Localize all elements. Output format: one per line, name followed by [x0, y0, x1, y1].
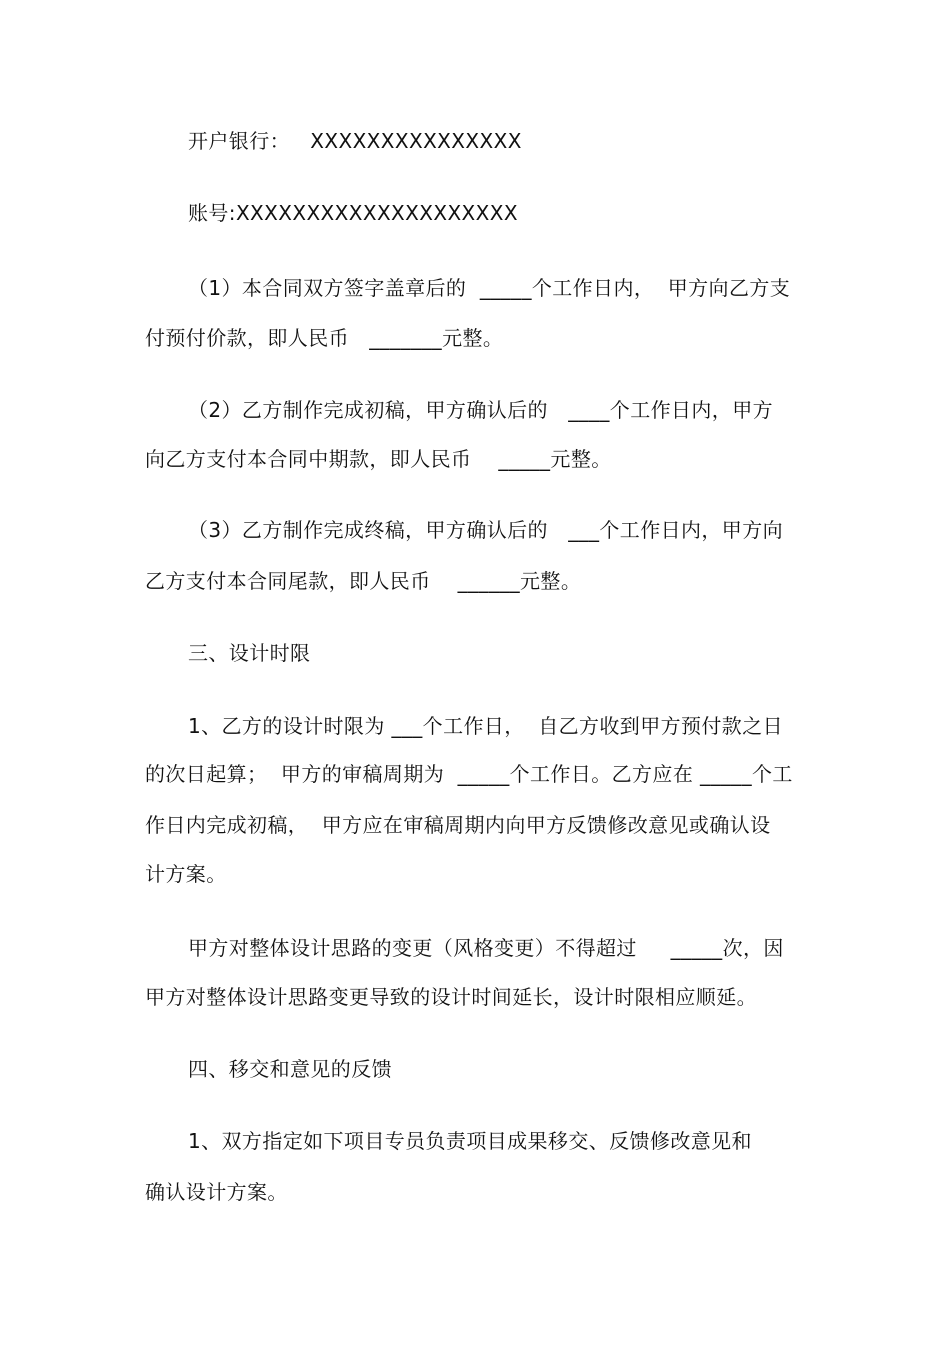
section-3-para-1-line-1: 1、乙方的设计时限为 ___个工作日， 自乙方收到甲方预付款之日	[188, 714, 783, 738]
section-3-para-1-line-4: 计方案。	[145, 862, 227, 886]
section-3-para-1-line-2: 的次日起算； 甲方的审稿周期为 _____个工作日。乙方应在 _____个工	[145, 762, 793, 786]
bank-line: 开户银行： XXXXXXXXXXXXXXX	[188, 129, 522, 153]
clause-3-line-1: （3）乙方制作完成终稿，甲方确认后的 ___个工作日内，甲方向	[188, 518, 783, 542]
section-3-para-2-line-2: 甲方对整体设计思路变更导致的设计时间延长，设计时限相应顺延。	[145, 985, 757, 1009]
account-line: 账号:XXXXXXXXXXXXXXXXXXXX	[188, 201, 518, 225]
section-4-heading: 四、移交和意见的反馈	[188, 1057, 392, 1081]
section-4-para-1-line-2: 确认设计方案。	[145, 1180, 288, 1204]
clause-2-line-2: 向乙方支付本合同中期款，即人民币 _____元整。	[145, 447, 612, 471]
section-3-para-2-line-1: 甲方对整体设计思路的变更（风格变更）不得超过 _____次，因	[188, 936, 784, 960]
clause-2-line-1: （2）乙方制作完成初稿，甲方确认后的 ____个工作日内，甲方	[188, 398, 773, 422]
clause-1-line-1: （1）本合同双方签字盖章后的 _____个工作日内， 甲方向乙方支	[188, 276, 791, 300]
section-4-para-1-line-1: 1、双方指定如下项目专员负责项目成果移交、反馈修改意见和	[188, 1129, 752, 1153]
clause-1-line-2: 付预付价款，即人民币 _______元整。	[145, 326, 504, 350]
clause-3-line-2: 乙方支付本合同尾款，即人民币 ______元整。	[145, 569, 582, 593]
section-3-heading: 三、设计时限	[188, 641, 311, 665]
section-3-para-1-line-3: 作日内完成初稿， 甲方应在审稿周期内向甲方反馈修改意见或确认设	[145, 813, 771, 837]
